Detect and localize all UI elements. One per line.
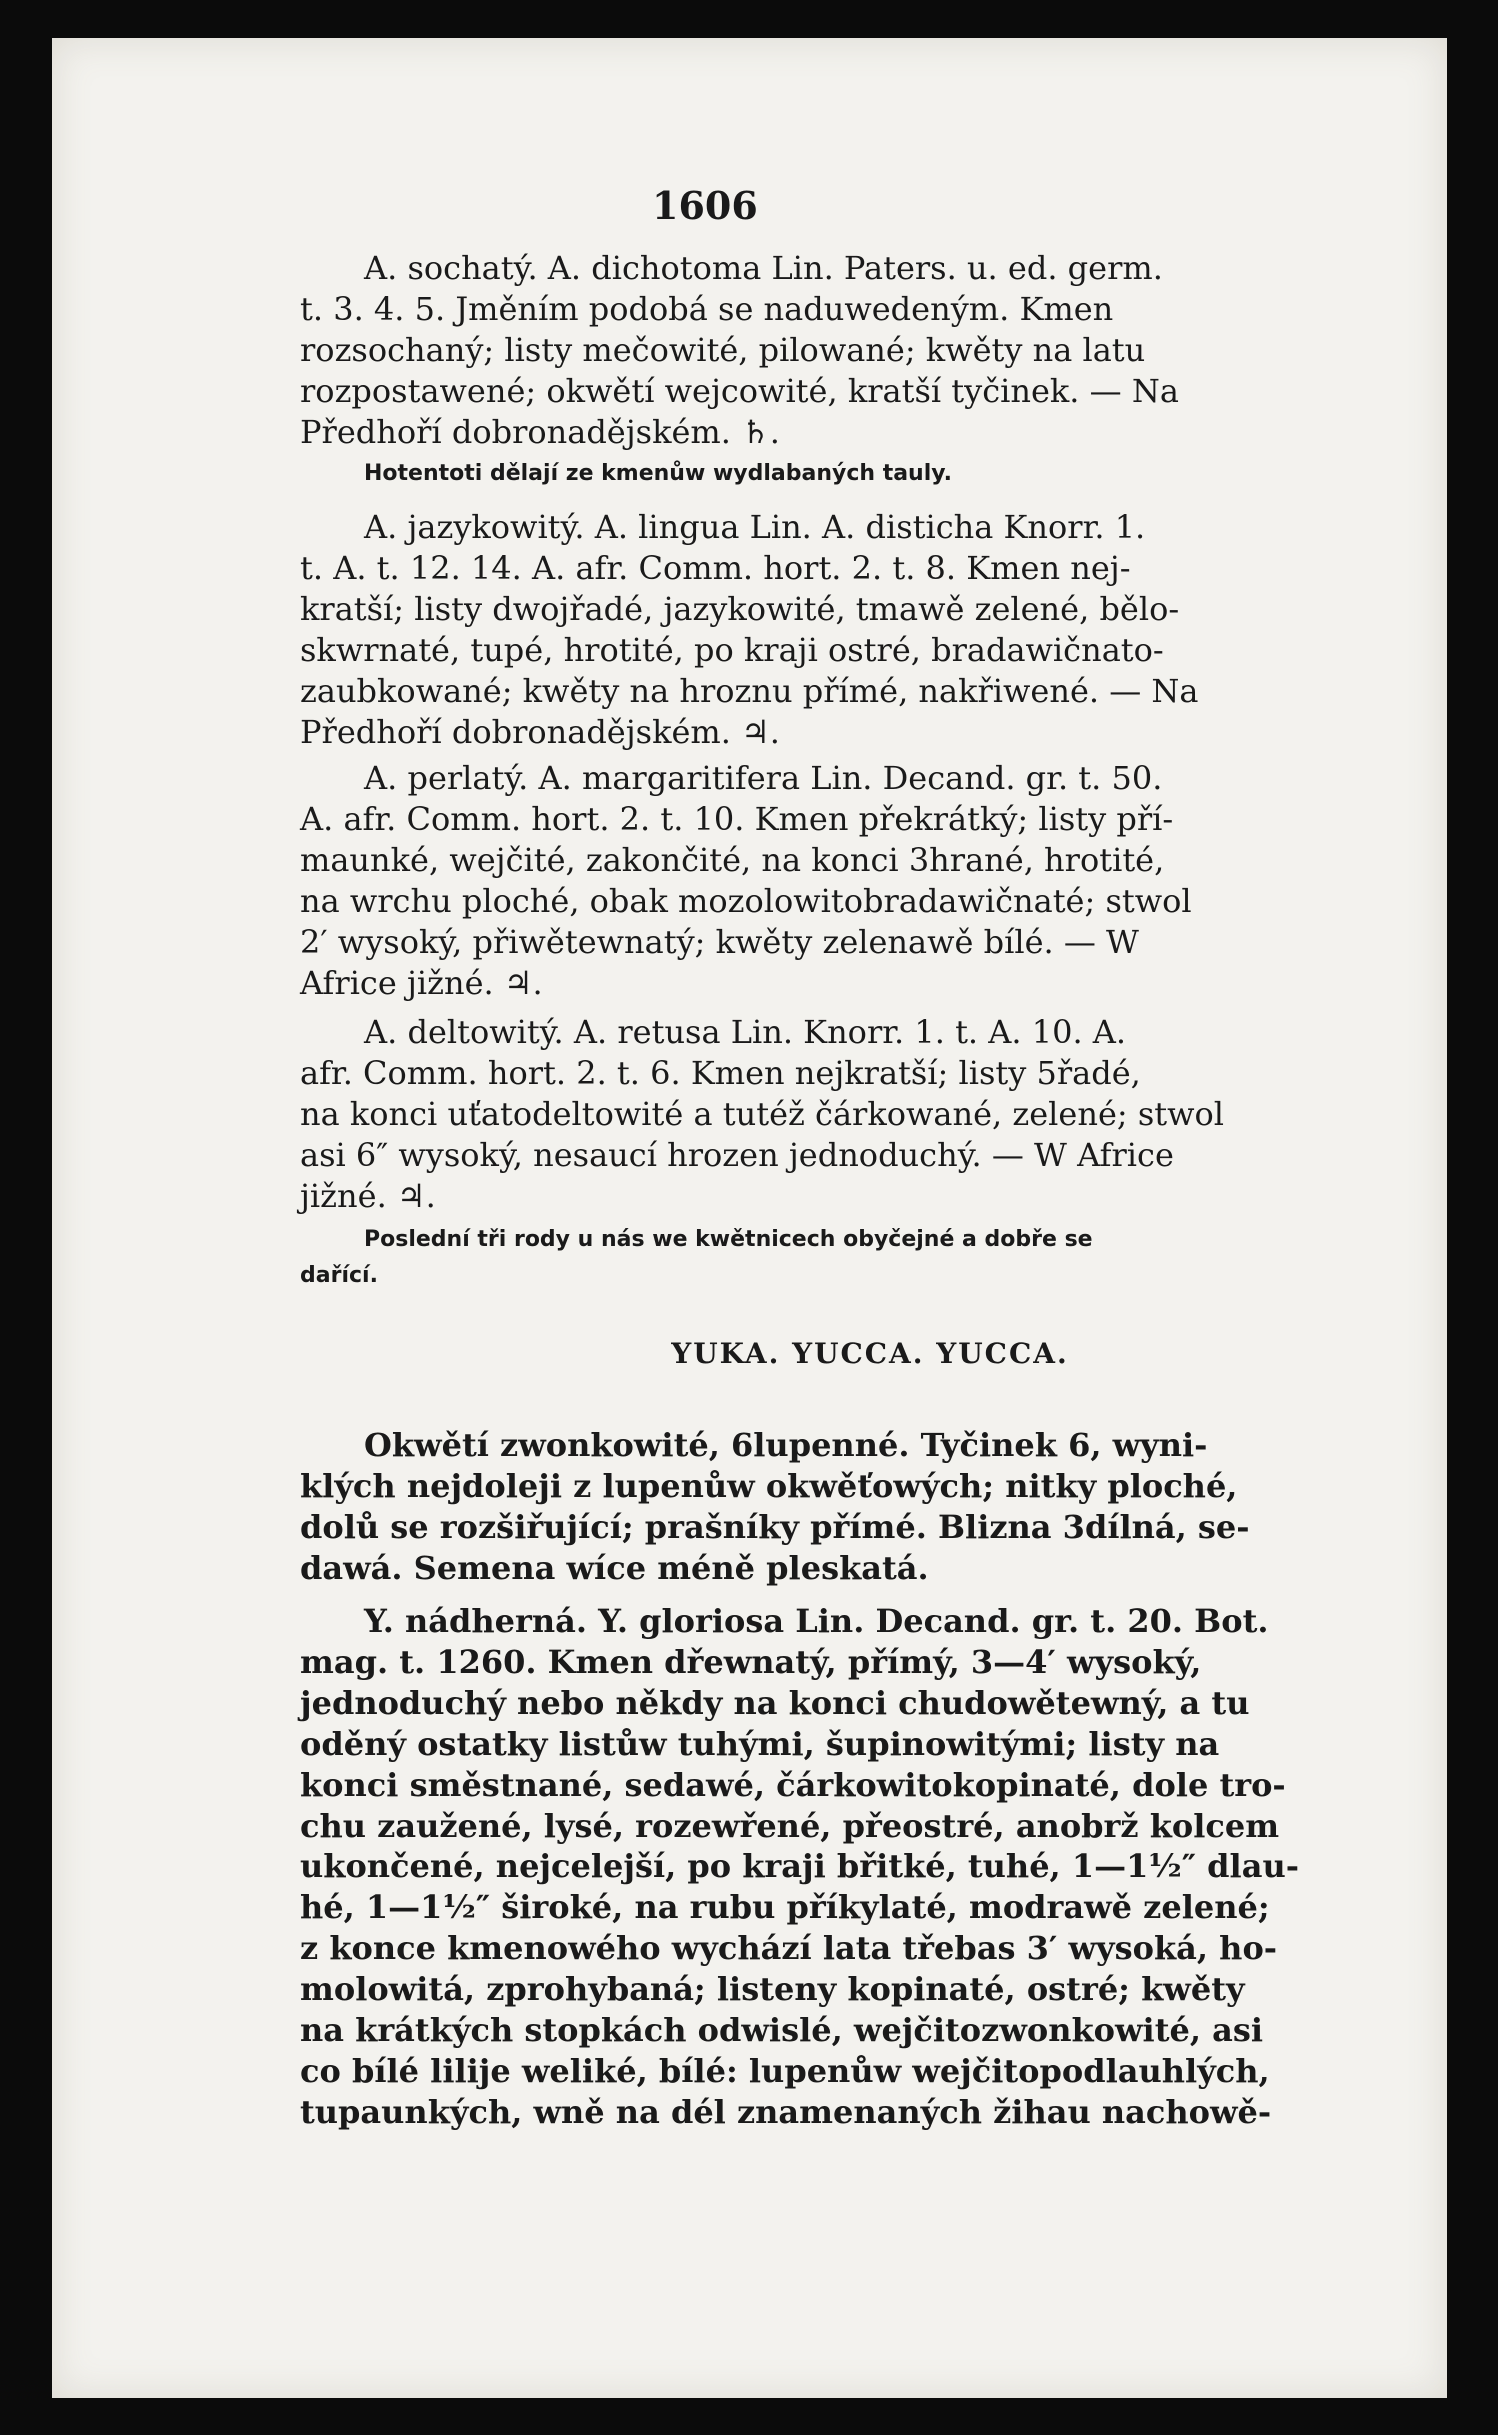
- text-line: molowitá, zprohybaná; listeny kopinaté, ostré; kwěty: [300, 1970, 1245, 2009]
- text-line: A. afr. Comm. hort. 2. t. 10. Kmen překrátký; listy pří-: [300, 799, 1174, 838]
- text-line: tupaunkých, wně na dél znamenaných žihau nachowě-: [300, 2092, 1272, 2131]
- text-line: jižné. ♃.: [300, 1176, 436, 1215]
- text-line: maunké, wejčité, zakončité, na konci 3hrané, hrotité,: [300, 840, 1165, 879]
- text-line: chu zaužené, lysé, rozewřené, přeostré, anobrž kolcem: [300, 1806, 1280, 1845]
- text-line: dawá. Semena wíce méně pleskatá.: [300, 1548, 929, 1587]
- text-line: konci směstnané, sedawé, čárkowitokopinaté, dole tro-: [300, 1765, 1286, 1804]
- text-line: ukončené, nejcelejší, po kraji břitké, tuhé, 1—1½″ dlau-: [300, 1847, 1299, 1886]
- text-line: skwrnaté, tupé, hrotité, po kraji ostré, bradawičnato-: [300, 630, 1164, 669]
- text-line: Y. nádherná. Y. gloriosa Lin. Decand. gr. t. 20. Bot.: [364, 1602, 1269, 1640]
- text-line: afr. Comm. hort. 2. t. 6. Kmen nejkratší; listy 5řadé,: [300, 1053, 1141, 1092]
- text-line: A. jazykowitý. A. lingua Lin. A. disticha Knorr. 1.: [364, 508, 1146, 546]
- text-line: z konce kmenowého wychází lata třebas 3′ wysoká, ho-: [300, 1929, 1278, 1968]
- text-line: A. sochatý. A. dichotoma Lin. Paters. u. ed. germ.: [364, 249, 1163, 287]
- text-line: A. perlatý. A. margaritifera Lin. Decand. gr. t. 50.: [364, 759, 1163, 797]
- text-line: Poslední tři rody u nás we kwětnicech obyčejné a dobře se: [364, 1227, 1093, 1252]
- text-line: 2′ wysoký, přiwětewnatý; kwěty zelenawě bílé. — W: [300, 922, 1139, 961]
- text-line: kratší; listy dwojřadé, jazykowité, tmawě zelené, bělo-: [300, 589, 1180, 628]
- text-line: mag. t. 1260. Kmen dřewnatý, přímý, 3—4′ wysoký,: [300, 1642, 1202, 1681]
- text-block-g1: [300, 1425, 1440, 1589]
- text-line: na wrchu ploché, obak mozolowitobradawičnaté; stwol: [300, 881, 1192, 920]
- text-line: rozpostawené; okwětí wejcowité, kratší tyčinek. — Na: [300, 371, 1179, 410]
- text-line: A. deltowitý. A. retusa Lin. Knorr. 1. t. A. 10. A.: [364, 1013, 1127, 1051]
- page-number: 1606: [652, 183, 758, 228]
- text-line: YUKA. YUCCA. YUCCA.: [671, 1337, 1069, 1370]
- text-block-e3: [300, 758, 1440, 1003]
- text-line: dařící.: [300, 1263, 378, 1288]
- text-line: na konci uťatodeltowité a tutéž čárkowané, zelené; stwol: [300, 1094, 1224, 1133]
- text-block-y1: [300, 1601, 1440, 2133]
- text-block-e1: [300, 248, 1440, 453]
- text-line: t. A. t. 12. 14. A. afr. Comm. hort. 2. t. 8. Kmen nej-: [300, 548, 1131, 587]
- text-block-e4: [300, 1012, 1440, 1217]
- text-line: dolů se rozšiřující; prašníky přímé. Blizna 3dílná, se-: [300, 1507, 1250, 1546]
- text-line: klých nejdoleji z lupenůw okwěťowých; nitky ploché,: [300, 1466, 1238, 1505]
- text-line: co bílé lilije weliké, bílé: lupenůw wejčitopodlauhlých,: [300, 2051, 1270, 2090]
- text-block-n2: [300, 1222, 1440, 1294]
- text-line: zaubkowané; kwěty na hroznu přímé, nakřiwené. — Na: [300, 671, 1199, 710]
- text-block-n1: [300, 456, 1440, 492]
- text-line: oděný ostatky listůw tuhými, šupinowitými; listy na: [300, 1724, 1220, 1763]
- text-line: Hotentoti dělají ze kmenůw wydlabaných tauly.: [364, 461, 952, 486]
- text-line: Předhoří dobronadějském. ♄.: [300, 412, 780, 451]
- text-line: rozsochaný; listy mečowité, pilowané; kwěty na latu: [300, 330, 1146, 369]
- text-line: Předhoří dobronadějském. ♃.: [300, 712, 780, 751]
- text-line: hé, 1—1½″ široké, na rubu příkylaté, modrawě zelené;: [300, 1888, 1270, 1927]
- text-line: t. 3. 4. 5. Jměním podobá se naduwedeným. Kmen: [300, 289, 1114, 328]
- text-line: jednoduchý nebo někdy na konci chudowětewný, a tu: [300, 1683, 1250, 1722]
- text-block-heading: [300, 1334, 1440, 1375]
- text-line: Okwětí zwonkowité, 6lupenné. Tyčinek 6, wyni-: [364, 1426, 1208, 1464]
- text-line: na krátkých stopkách odwislé, wejčitozwonkowité, asi: [300, 2011, 1264, 2050]
- text-line: Africe jižné. ♃.: [300, 963, 543, 1002]
- text-block-e2: [300, 507, 1440, 752]
- text-line: asi 6″ wysoký, nesaucí hrozen jednoduchý. — W Africe: [300, 1135, 1174, 1174]
